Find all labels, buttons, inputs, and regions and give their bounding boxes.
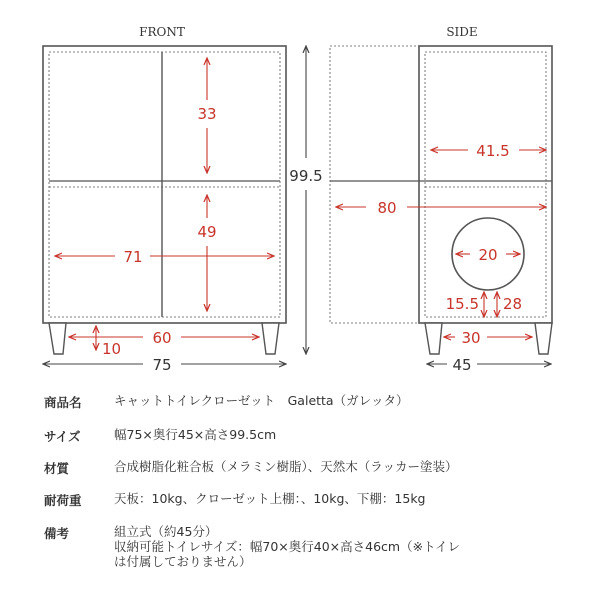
dim-total-width: 75 [152,356,172,374]
front-view-label: FRONT [139,25,185,39]
dim-front-leg-height: 10 [102,340,122,358]
dim-side-inner-depth: 80 [377,199,397,217]
spec-note-line: は付属しておりません） [114,554,252,569]
spec-row [44,524,574,569]
spec-value: 天板：10kg、クローゼット上棚：、10kg、下棚：15kg [114,491,426,506]
dim-front-inner-height: 49 [197,223,217,241]
front-cabinet [43,46,286,323]
dim-total-depth: 45 [452,356,472,374]
dim-front-top-height: 33 [197,105,217,123]
spec-key: 備考 [44,526,70,541]
spec-key: サイズ [44,429,81,444]
side-cabinet [330,46,552,323]
spec-row [44,427,574,459]
spec-value: 合成樹脂化粧合板（メラミン樹脂）、天然木（ラッカー塗装） [114,459,458,474]
spec-table [44,393,574,569]
spec-value: キャットトイレクローゼット Galetta（ガレッタ） [114,393,409,408]
dim-hole-offset: 28 [503,295,523,313]
spec-key: 耐荷重 [44,493,82,508]
dim-side-top-depth: 41.5 [476,142,510,160]
spec-row [44,459,574,491]
dim-hole-height: 15.5 [445,295,479,313]
spec-row [44,491,574,524]
spec-value: 幅75×奥行45×高さ99.5cm [114,427,277,442]
spec-key: 商品名 [44,395,82,410]
spec-note-line: 組立式（約45分） [114,524,218,539]
overall-dimension-lines [43,46,551,364]
side-view-label: SIDE [446,25,478,39]
spec-row [44,393,574,427]
dim-total-height: 99.5 [289,167,323,185]
side-legs [425,323,552,354]
dim-hole-diameter: 20 [478,246,498,264]
front-dimension-lines [55,58,274,350]
dim-front-bottom-width: 60 [152,329,172,347]
dim-front-inner-width: 71 [123,248,143,266]
spec-value-multiline [114,524,574,569]
spec-note-line: 収納可能トイレサイズ：幅70×奥行40×高さ46cm（※トイレ [114,539,460,554]
spec-key: 材質 [44,461,70,476]
dim-side-bottom-depth: 30 [461,329,481,347]
